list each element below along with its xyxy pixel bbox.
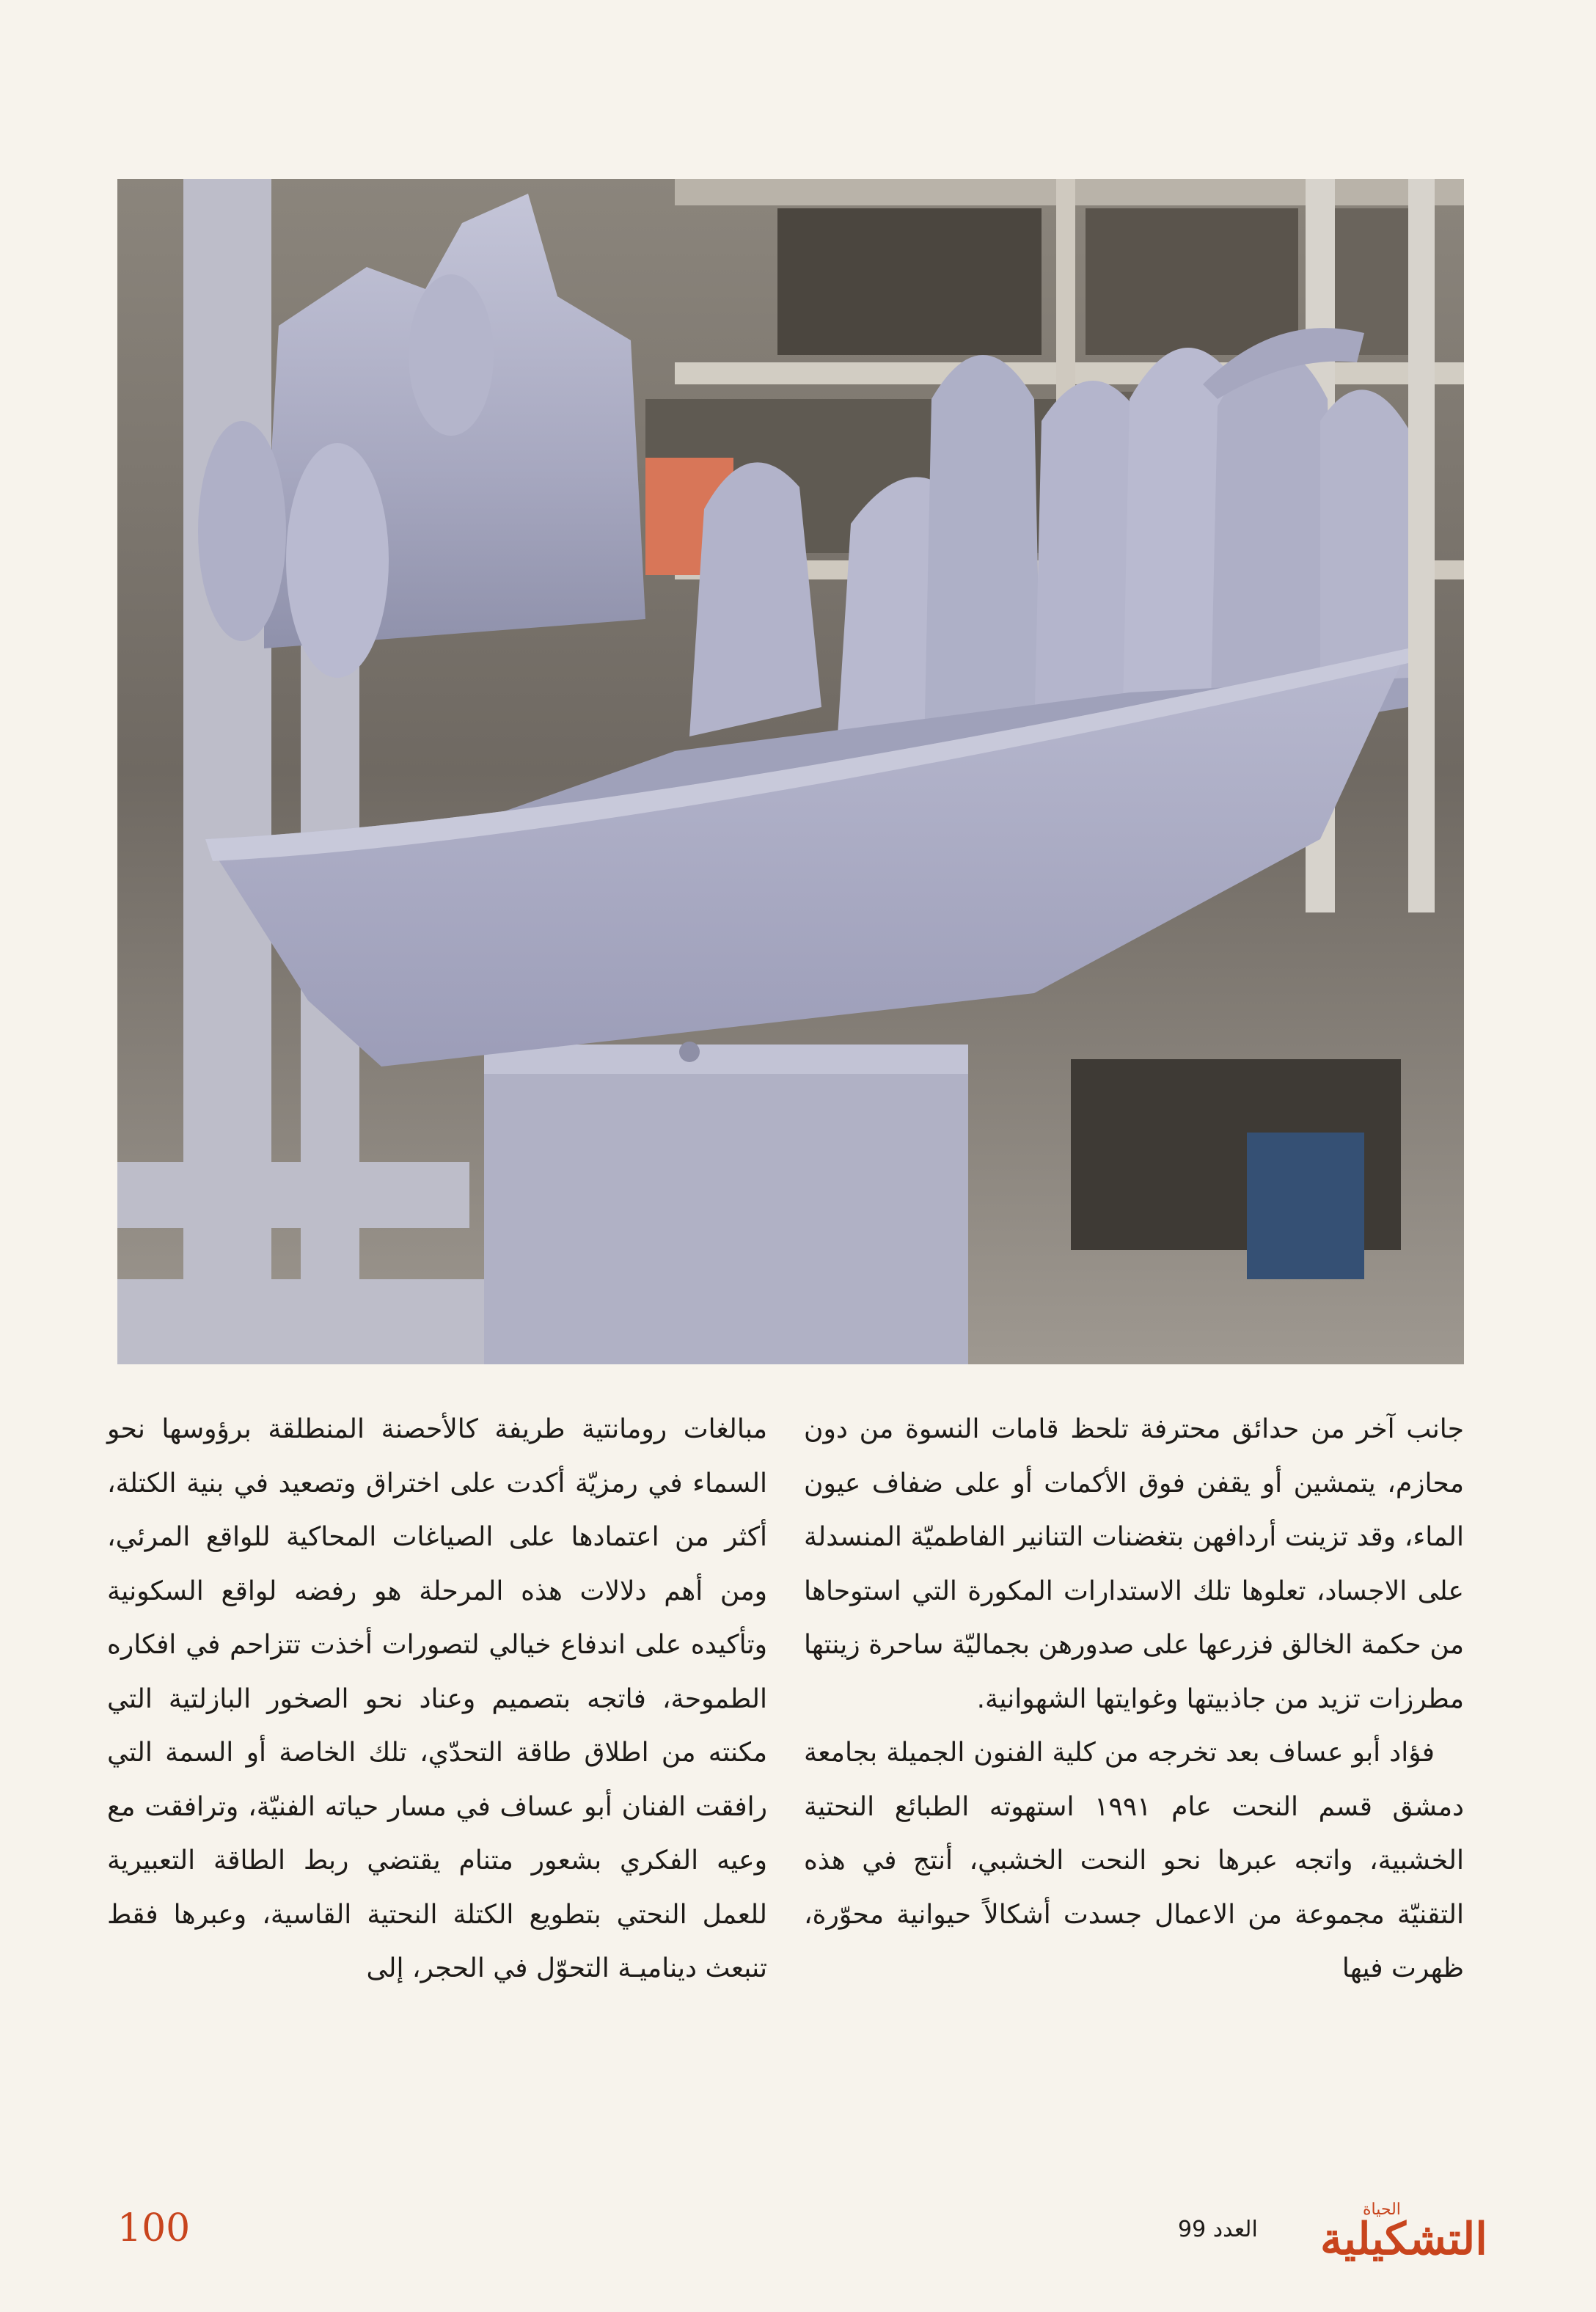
logo-big-text: التشكيلية: [1320, 2214, 1487, 2265]
paragraph: مبالغات رومانتية طريفة كالأحصنة المنطلقة برؤوسها نحو السماء في رمزيّة أكدت على اختراق وتصعيد في بنية الكتلة، أكثر من اعتمادها على الصياغات المحاكية للواقع المرئي، ومن أهم دلالات هذه المرحلة هو رفضه لواقع السكونية وتأكيده على اندفاع خيالي لتصورات أخذت تتزاحم في افكاره الطموحة، فاتجه بتصميم وعناد نحو الصخور البازلتية التي مكنته من اطلاق طاقة التحدّي، تلك الخاصة أو السمة التي رافقت الفنان أبو عساف في مسار حياته الفنيّة، وترافقت مع وعيه الفكري بشعور متنام يقتضي ربط الطاقة التعبيرية للعمل النحتي بتطويع الكتلة النحتية القاسية، وعبرها فقط تنبعث ديناميـة التحوّل في الحجر، إلى: [107, 1414, 767, 1983]
article-column-left: [107, 1402, 767, 1996]
paragraph: فؤاد أبو عساف بعد تخرجه من كلية الفنون الجميلة بجامعة دمشق قسم النحت عام ١٩٩١ استهوته الطبائع النحتية الخشبية، واتجه عبرها نحو النحت الخشبي، أنتج في هذه التقنيّة مجموعة من الاعمال جسدت أشكالاً حيوانية محوّرة، ظهرت فيها: [804, 1738, 1465, 1983]
magazine-logo: [1320, 2201, 1487, 2268]
sculpture-photo: [117, 179, 1464, 1364]
page-number: 100: [117, 2206, 191, 2250]
article-column-right: [804, 1402, 1464, 1996]
issue-number: العدد 99: [1178, 2217, 1258, 2242]
paragraph: جانب آخر من حدائق محترفة تلحظ قامات النسوة من دون محازم، يتمشين أو يقفن فوق الأكمات أو على ضفاف عيون الماء، وقد تزينت أردافهن بتغضنات التنانير الفاطميّة المنسدلة على الاجساد، تعلوها تلك الاستدارات المكورة التي استوحاها من حكمة الخالق فزرعها على صدورهن بجماليّة ساحرة زينتها مطرزات تزيد من جاذبيتها وغوايتها الشهوانية.: [804, 1414, 1464, 1714]
page-footer: [0, 2201, 1596, 2274]
logo-small-text: الحياة: [1363, 2201, 1401, 2219]
sculpture-plinth: [484, 1045, 968, 1364]
sculpture-photo-illustration: [117, 179, 1464, 1364]
